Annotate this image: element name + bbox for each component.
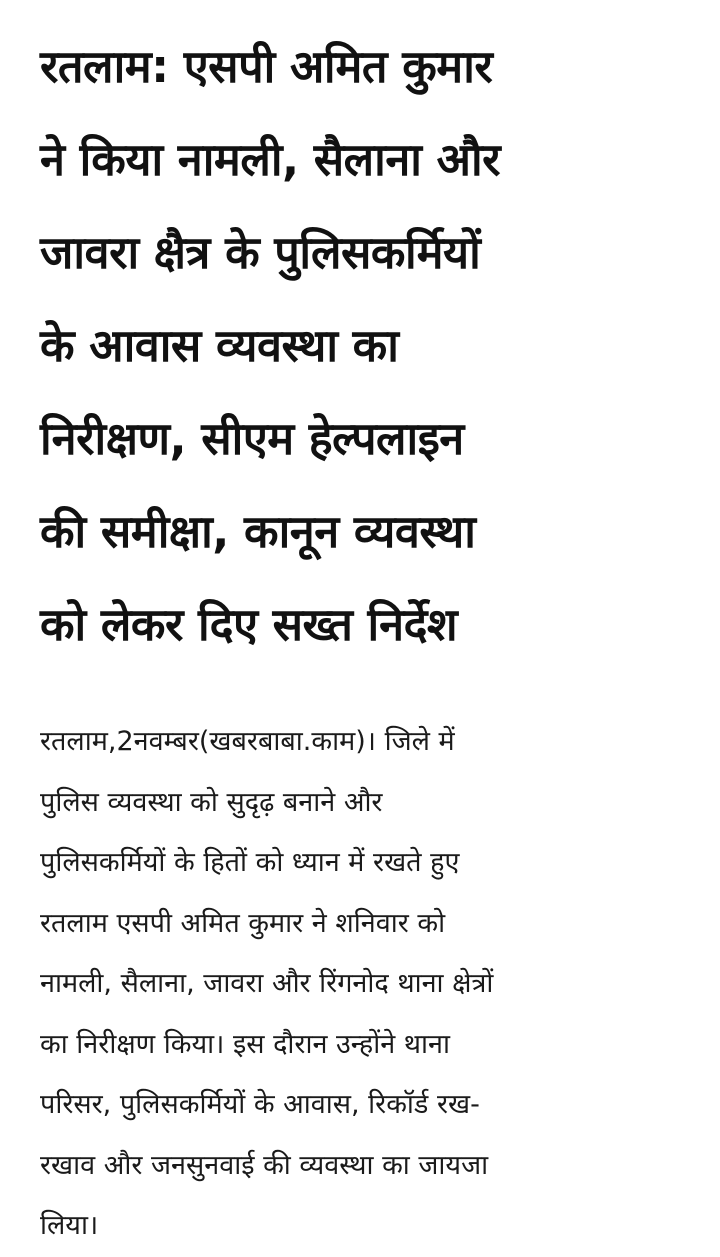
body-line: लिया। bbox=[40, 1210, 99, 1241]
body-line: रतलाम एसपी अमित कुमार ने शनिवार को bbox=[40, 907, 446, 939]
headline-line: के आवास व्यवस्था का bbox=[40, 319, 399, 372]
body-line: रखाव और जनसुनवाई की व्यवस्था का जायजा bbox=[40, 1149, 489, 1181]
body-line: का निरीक्षण किया। इस दौरान उन्होंने थाना bbox=[40, 1028, 451, 1060]
headline-line: जावरा क्षैत्र के पुलिसकर्मियों bbox=[40, 226, 481, 279]
headline-line: की समीक्षा, कानून व्यवस्था bbox=[40, 505, 476, 558]
body-line: पुलिस व्यवस्था को सुदृढ़ बनाने और bbox=[40, 786, 383, 818]
body-line: नामली, सैलाना, जावरा और रिंगनोद थाना क्षेत्रों bbox=[40, 968, 494, 999]
body-line: रतलाम,2नवम्बर(खबरबाबा.काम)। जिले में bbox=[40, 726, 455, 757]
body-line: पुलिसकर्मियों के हितों को ध्यान में रखते हुए bbox=[40, 847, 460, 878]
headline-line: को लेकर दिए सख्त निर्देश bbox=[40, 598, 458, 651]
body-line: परिसर, पुलिसकर्मियों के आवास, रिकॉर्ड रख- bbox=[40, 1089, 480, 1120]
article-headline bbox=[40, 20, 690, 671]
headline-line: रतलाम: एसपी अमित कुमार bbox=[40, 40, 493, 93]
headline-line: ने किया नामली, सैलाना और bbox=[40, 133, 501, 186]
headline-line: निरीक्षण, सीएम हेल्पलाइन bbox=[40, 412, 464, 465]
article-body bbox=[40, 712, 700, 1257]
